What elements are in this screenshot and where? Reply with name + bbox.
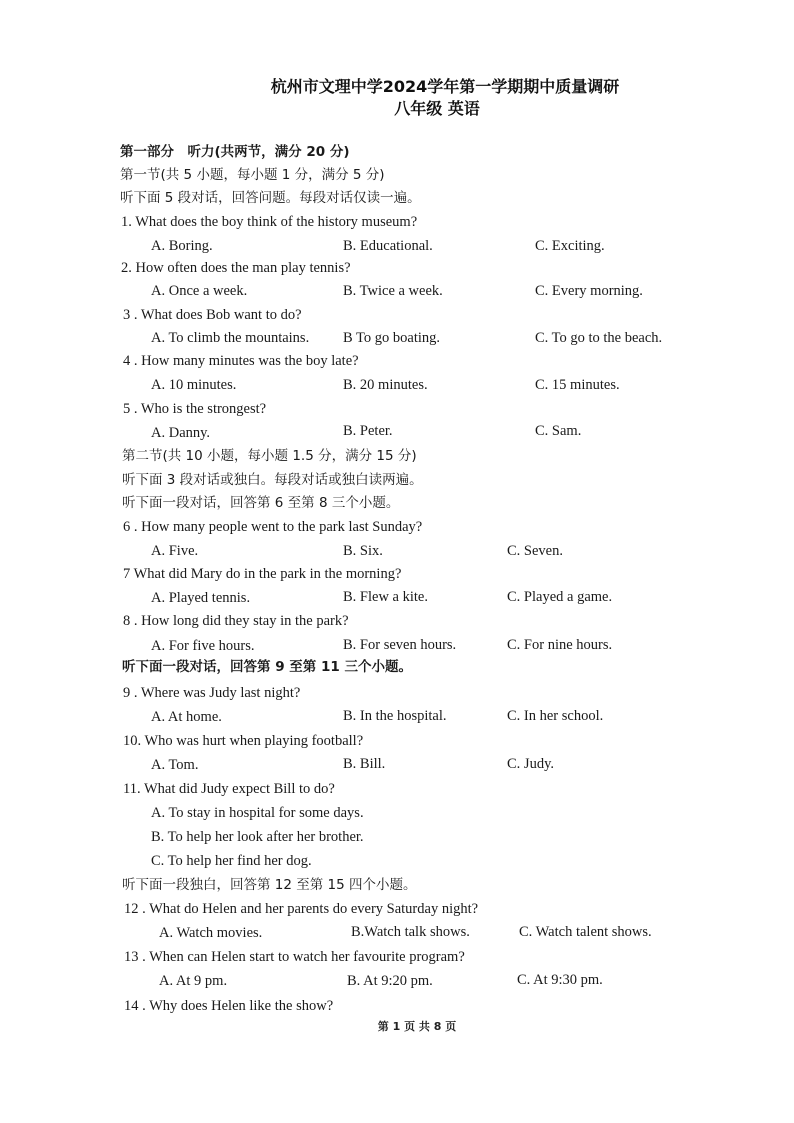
question-9-option-b: B. In the hospital.	[343, 708, 447, 724]
question-1-stem: 1. What does the boy think of the history museum?	[121, 214, 418, 230]
question-4-stem: 4 . How many minutes was the boy late?	[123, 353, 359, 369]
question-9-stem: 9 . Where was Judy last night?	[123, 685, 301, 701]
question-11-stem: 11. What did Judy expect Bill to do?	[123, 781, 335, 797]
question-1-option-b: B. Educational.	[343, 238, 433, 254]
question-6-option-a: A. Five.	[151, 543, 199, 559]
question-4-option-a: A. 10 minutes.	[151, 377, 237, 393]
section1-heading: 第一节(共 5 小题，每小题 1 分，满分 5 分)	[120, 167, 385, 183]
question-10-option-b: B. Bill.	[343, 756, 386, 772]
question-1-option-c: C. Exciting.	[535, 238, 605, 254]
question-13-option-b: B. At 9:20 pm.	[347, 973, 433, 989]
question-8-option-b: B. For seven hours.	[343, 637, 457, 653]
section1-instruction: 听下面 5 段对话，回答问题。每段对话仅读一遍。	[120, 190, 421, 206]
question-1-option-a: A. Boring.	[151, 238, 213, 254]
question-7-option-c: C. Played a game.	[507, 589, 613, 605]
section2-heading: 第二节(共 10 小题，每小题 1.5 分，满分 15 分)	[122, 448, 417, 464]
exam-subtitle: 八年级 英语	[394, 99, 480, 118]
question-8-stem: 8 . How long did they stay in the park?	[123, 613, 349, 629]
question-2-stem: 2. How often does the man play tennis?	[121, 260, 351, 276]
question-8-option-c: C. For nine hours.	[507, 637, 613, 653]
exam-title: 杭州市文理中学2024学年第一学期期中质量调研	[270, 77, 620, 96]
question-7-stem: 7 What did Mary do in the park in the morning?	[123, 566, 402, 582]
question-3-option-c: C. To go to the beach.	[535, 330, 663, 346]
question-3-option-b: B To go boating.	[343, 330, 440, 346]
question-2-option-a: A. Once a week.	[151, 283, 248, 299]
question-14-stem: 14 . Why does Helen like the show?	[124, 998, 334, 1014]
question-10-stem: 10. Who was hurt when playing football?	[123, 733, 364, 749]
question-9-option-c: C. In her school.	[507, 708, 604, 724]
question-5-option-c: C. Sam.	[535, 423, 582, 439]
page-number: 第 1 页 共 8 页	[377, 1020, 457, 1033]
question-7-option-b: B. Flew a kite.	[343, 589, 428, 605]
question-9-option-a: A. At home.	[151, 709, 222, 725]
question-5-stem: 5 . Who is the strongest?	[123, 401, 267, 417]
question-6-option-b: B. Six.	[343, 543, 383, 559]
group1-instruction: 听下面一段对话，回答第 6 至第 8 三个小题。	[122, 495, 400, 511]
question-8-option-a: A. For five hours.	[151, 638, 255, 654]
group3-instruction: 听下面一段独白，回答第 12 至第 15 四个小题。	[122, 877, 417, 893]
question-5-option-b: B. Peter.	[343, 423, 393, 439]
question-3-stem: 3 . What does Bob want to do?	[123, 307, 302, 323]
question-3-option-a: A. To climb the mountains.	[151, 330, 310, 346]
question-6-option-c: C. Seven.	[507, 543, 563, 559]
question-7-option-a: A. Played tennis.	[151, 590, 251, 606]
question-2-option-c: C. Every morning.	[535, 283, 643, 299]
question-11-option-b: B. To help her look after her brother.	[151, 829, 364, 845]
question-13-option-a: A. At 9 pm.	[159, 973, 228, 989]
question-12-option-c: C. Watch talent shows.	[519, 924, 652, 940]
question-4-option-c: C. 15 minutes.	[535, 377, 620, 393]
question-4-option-b: B. 20 minutes.	[343, 377, 428, 393]
part1-heading: 第一部分 听力(共两节，满分 20 分)	[120, 144, 350, 160]
question-12-option-a: A. Watch movies.	[159, 925, 263, 941]
question-10-option-a: A. Tom.	[151, 757, 199, 773]
question-6-stem: 6 . How many people went to the park last Sunday?	[123, 519, 423, 535]
question-13-option-c: C. At 9:30 pm.	[517, 972, 603, 988]
group2-instruction: 听下面一段对话，回答第 9 至第 11 三个小题。	[122, 659, 412, 675]
question-11-option-c: C. To help her find her dog.	[151, 853, 312, 869]
question-12-stem: 12 . What do Helen and her parents do every Saturday night?	[124, 901, 479, 917]
section2-instruction: 听下面 3 段对话或独白。每段对话或独白读两遍。	[122, 472, 423, 488]
question-5-option-a: A. Danny.	[151, 425, 211, 441]
question-2-option-b: B. Twice a week.	[343, 283, 443, 299]
question-13-stem: 13 . When can Helen start to watch her favourite program?	[124, 949, 465, 965]
question-10-option-c: C. Judy.	[507, 756, 554, 772]
question-11-option-a: A. To stay in hospital for some days.	[151, 805, 364, 821]
question-12-option-b: B.Watch talk shows.	[351, 924, 470, 940]
